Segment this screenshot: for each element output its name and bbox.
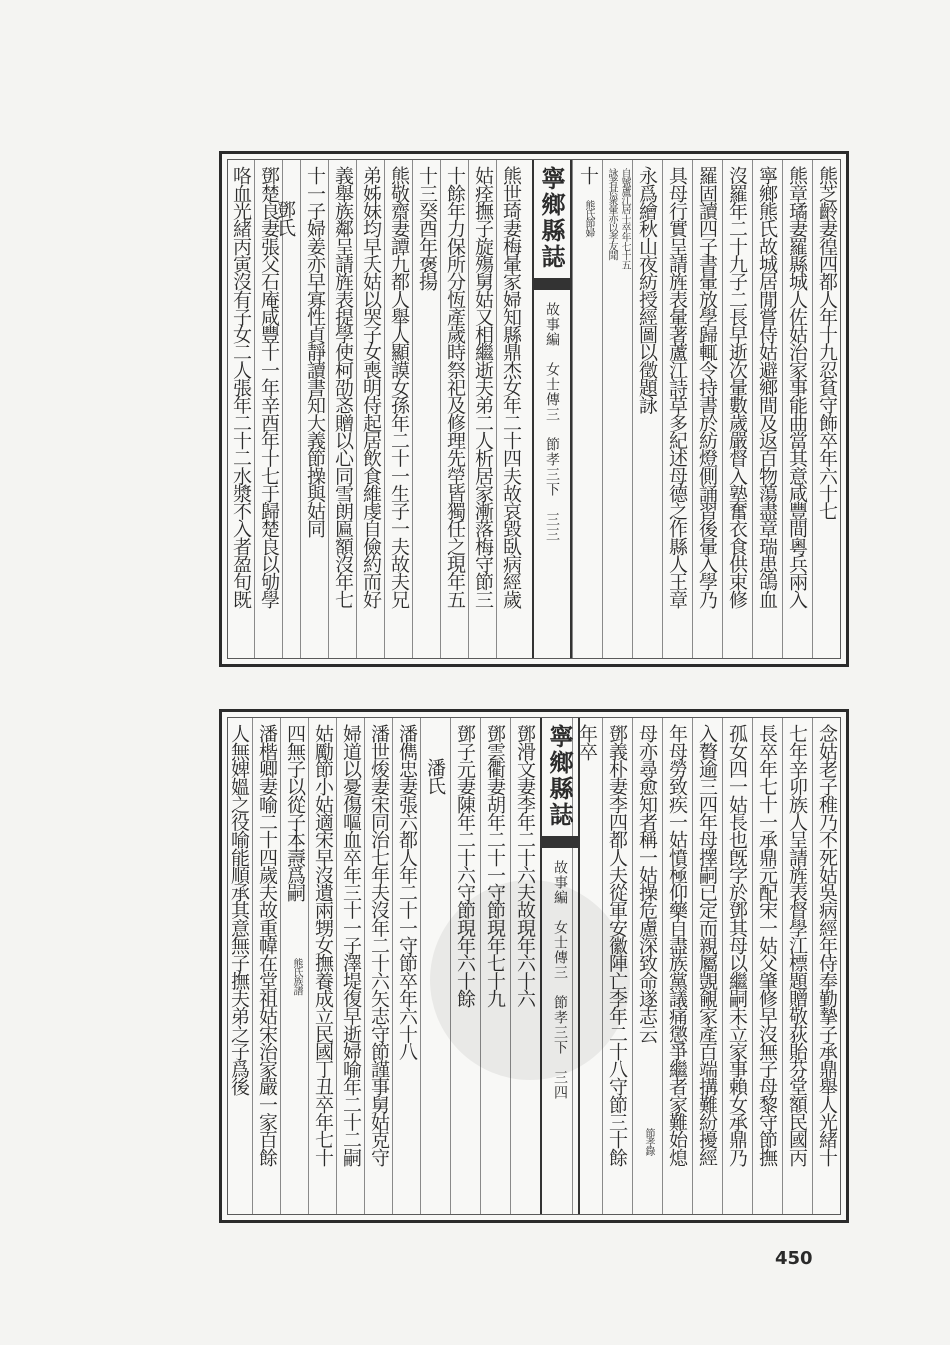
text-column: 熊芝齡妻徨四都人年十九忍貧守飾卒年六十七 xyxy=(812,160,842,658)
text-column: 姑痊撫子旋殤舅姑又相繼逝夫弟二人析居家漸落梅守節三 xyxy=(468,160,498,658)
text-column: 鄧義朴妻李四都人夫從軍安徽陣亡李年二十八守節三十餘 xyxy=(602,718,632,1214)
text-column: 念姑老子稚乃不死姑吳病經年侍奉勤摯子承鼎舉人光緒十 xyxy=(812,718,842,1214)
annotation-note: 熊氏族譜 xyxy=(291,958,302,995)
top-page-frame xyxy=(227,159,841,659)
text-column: 弟姊妹均早夭姑以哭子女喪明侍起居飲食維虔自儉約而好 xyxy=(356,160,386,658)
heading-column: 潘氏 xyxy=(420,718,450,1214)
text-column: 入贅逾三四年母擇嗣已定而親屬覬覦家產百端搆難紛擾經 xyxy=(692,718,722,1214)
text-column: 十餘年力保所分恆產歲時祭祀及修理先塋皆獨任之現年五 xyxy=(440,160,470,658)
text-column: 潘楷卿妻喻二十四歲夫故重幃在堂祖姑宋治家嚴一家百餘 xyxy=(252,718,282,1214)
text-column: 潘世焌妻宋同治七年夫沒年二十六矢志守節謹事舅姑克守 xyxy=(364,718,394,1214)
top-page xyxy=(219,151,849,667)
center-margin xyxy=(540,718,580,1214)
annotation-note: 自號蘆江居士卒年七十五 xyxy=(619,168,630,270)
bottom-page-frame xyxy=(227,717,841,1215)
text-column: 人無婢媼之役喻能順承其意無子撫夫弟之子爲後 xyxy=(228,724,250,1095)
text-column: 七年辛卯族人呈請旌表督學江標題贈敬荻貽芬堂額民國丙 xyxy=(782,718,812,1214)
text-column: 長卒年七十一承鼎元配宋一姑父肇修早沒無子母黎守節撫 xyxy=(752,718,782,1214)
text-column: 鄧楚良妻張父石庵咸豐十一年辛酉年十七于歸楚良以劬學 xyxy=(254,160,284,658)
text-column: 孤女四一姑長也旣字於鄧其母以繼嗣未立家事賴女承鼎乃 xyxy=(722,718,752,1214)
text-column: 熊章璚妻羅縣城人佐姑治家事能曲當其意咸豐間粵兵兩入 xyxy=(782,160,812,658)
book-title: 寧鄉縣誌 xyxy=(537,166,566,270)
text-column: 十 熊氏節婦 xyxy=(572,160,602,658)
text-column: 母亦尋愈知者稱一姑操危慮深致命遂志云 節孝錄 xyxy=(632,718,662,1214)
text-column: 十三癸酉年褒揚 xyxy=(412,160,442,658)
text-column: 永爲繪秋山夜紡授經圖以徵題詠 xyxy=(632,160,662,658)
text-column: 年母勞致疾一姑憤極仰藥自盡族黨議痛懲爭繼者家難始熄 xyxy=(662,718,692,1214)
book-title: 寧鄉縣誌 xyxy=(545,724,574,828)
text-column: 年卒 xyxy=(572,718,602,1214)
text-column: 咯血光緒丙寅沒有子女二人張年二十二水漿不入者盈旬既 xyxy=(230,166,252,608)
text-column: 具母行實呈請旌表暈著蘆江詩草多紀述母德之作縣人王章 xyxy=(662,160,692,658)
section-and-folio: 故事編 女士傳三 節孝三下 三三 xyxy=(544,302,560,542)
text-column: 鄧滑文妻李年二十六夫故現年六十六 xyxy=(510,718,540,1214)
fishtail-mark xyxy=(542,836,578,848)
page-number: 450 xyxy=(775,1248,813,1269)
text-column: 鄧雲衢妻胡年二十一守節現年七十九 xyxy=(480,718,510,1214)
text-column: 四無子以從子本燾爲嗣 熊氏族譜 xyxy=(280,718,310,1214)
text-column: 寧鄉熊氏故城居閒嘗侍姑避鄉間及返百物蕩盡章瑞患鴿血 xyxy=(752,160,782,658)
heading-column: 鄧氏 xyxy=(282,160,300,658)
annotation-note: 熊氏節婦 xyxy=(583,200,594,237)
center-margin xyxy=(532,160,572,658)
text-column: 姑勵節小姑適宋早沒遺兩甥女撫養成立民國丁丑卒年七十 xyxy=(308,718,338,1214)
text-column: 婦道以憂傷嘔血卒年三十一子澤堤復早逝婦喻年二十二嗣 xyxy=(336,718,366,1214)
text-column: 十一子婦姜亦早寡性貞靜讀書知大義節操與姑同 xyxy=(300,160,330,658)
annotation-note: 詠者甚衆暈亦以孝友聞 xyxy=(606,168,617,261)
annotation-column xyxy=(602,160,632,658)
annotation-note: 節孝錄 xyxy=(643,1128,654,1156)
text-column: 熊世琦妻梅暈家婦知縣鼎杰女年二十四夫故哀毀臥病經歲 xyxy=(496,160,526,658)
bottom-page xyxy=(219,709,849,1223)
fishtail-mark xyxy=(534,278,570,290)
section-and-folio: 故事編 女士傳三 節孝三下 三四 xyxy=(552,860,568,1100)
text-column: 熊敬齋妻譚九都人舉人顯謨女孫年二十一生子一夫故夫兄 xyxy=(384,160,414,658)
text-column: 鄧子元妻陳年二十六守節現年六十餘 xyxy=(450,718,480,1214)
text-column: 沒羅年二十九子二長早逝次暈數歲嚴督入塾奮衣食供束修 xyxy=(722,160,752,658)
text-column: 羅固讀四子書暈放學歸輒令持書於紡燈側誦習後暈入學乃 xyxy=(692,160,722,658)
text-column: 義舉族鄰呈請旌表提學使柯劭忞贈以心同雪朗匾額沒年七 xyxy=(328,160,358,658)
text-column: 潘儁忠妻張六都人年二十一守節卒年六十八 xyxy=(392,718,422,1214)
